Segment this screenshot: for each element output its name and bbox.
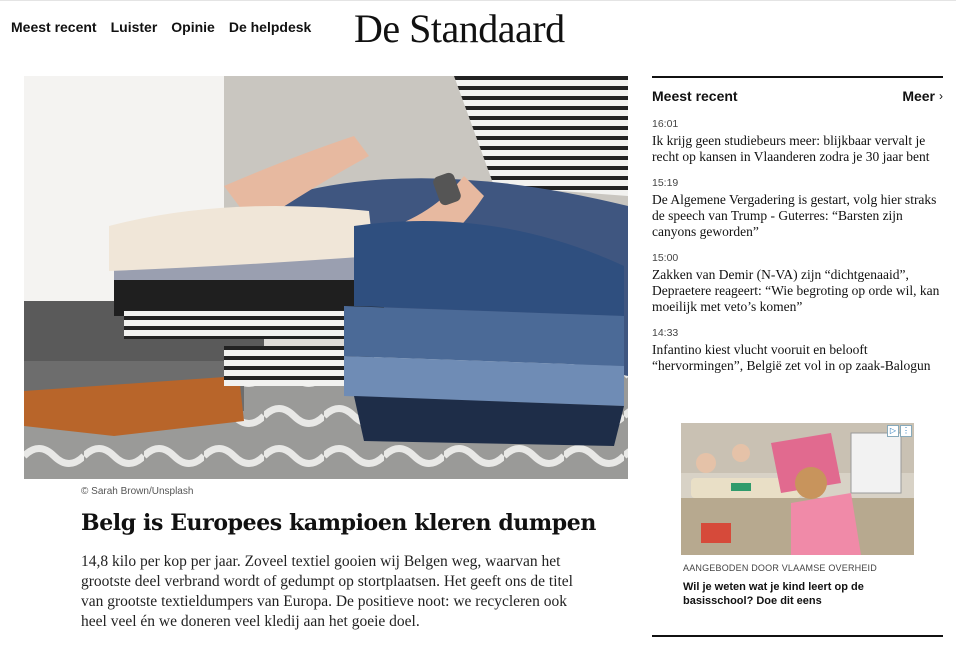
news-time: 15:00 [652, 252, 679, 264]
article-lead: 14,8 kilo per kop per jaar. Zoveel textiel gooien wij Belgen weg, waarvan het grootste deel verbrand wordt of gedumpt op stortplaatsen. Het geeft ons de titel van grootste textieldumpers van Europa. De positieve noot: we recycleren ook heel veel én we doneren veel kledij aan het goeie doel. [81, 553, 573, 630]
news-title[interactable]: Zakken van Demir (N-VA) zijn “dichtgenaaid”, Depraetere reageert: “Wie begroting op orde wil, kan moeilijk met veto’s komen” [652, 267, 940, 314]
ad-headline[interactable]: Wil je weten wat je kind leert op de basisschool? Doe dit eens [683, 581, 864, 607]
news-title[interactable]: De Algemene Vergadering is gestart, volg hier straks de speech van Trump - Guterres: “Barsten zijn canyons geworden” [652, 192, 937, 239]
nav-item-de-helpdesk[interactable]: De helpdesk [228, 19, 312, 35]
news-time: 16:01 [652, 118, 679, 130]
sidebar-header [652, 88, 943, 104]
sidebar-divider [652, 635, 943, 637]
folded-clothes-photo [24, 76, 628, 479]
photo-credit: © Sarah Brown/Unsplash [81, 486, 194, 497]
article-headline[interactable]: Belg is Europees kampioen kleren dumpen [81, 510, 596, 536]
nav-item-opinie[interactable]: Opinie [171, 19, 215, 35]
news-item[interactable] [652, 327, 943, 374]
ad-sponsor-label: AANGEBODEN DOOR VLAAMSE OVERHEID [683, 563, 877, 573]
more-label: Meer [902, 88, 935, 104]
site-logo[interactable]: De Standaard [354, 6, 565, 51]
chevron-right-icon: › [939, 89, 943, 103]
sidebar-title: Meest recent [652, 88, 738, 104]
article-hero-image[interactable] [24, 76, 628, 479]
classroom-photo [681, 423, 914, 555]
news-list [652, 118, 943, 374]
sidebar-latest-news [652, 76, 943, 386]
nav-item-meest-recent[interactable]: Meest recent [11, 19, 97, 35]
more-link[interactable] [902, 88, 943, 104]
ad-close-icon[interactable]: ⋮ [902, 426, 910, 435]
nav-item-luister[interactable]: Luister [110, 19, 158, 35]
news-time: 15:19 [652, 177, 679, 189]
ad-image[interactable] [681, 423, 914, 555]
adchoices-icon: ▷ [887, 425, 899, 437]
news-title[interactable]: Infantino kiest vlucht vooruit en belooft “hervormingen”, België zet vol in op zaak-Balogun [652, 342, 931, 373]
news-item[interactable] [652, 177, 943, 240]
adchoices-badge[interactable] [887, 425, 912, 437]
main-nav [11, 19, 311, 35]
news-time: 14:33 [652, 327, 679, 339]
news-item[interactable] [652, 252, 943, 315]
top-bar [0, 0, 956, 57]
news-title[interactable]: Ik krijg geen studiebeurs meer: blijkbaar vervalt je recht op kansen in Vlaanderen zodra je 30 jaar bent [652, 133, 930, 164]
news-item[interactable] [652, 118, 943, 165]
